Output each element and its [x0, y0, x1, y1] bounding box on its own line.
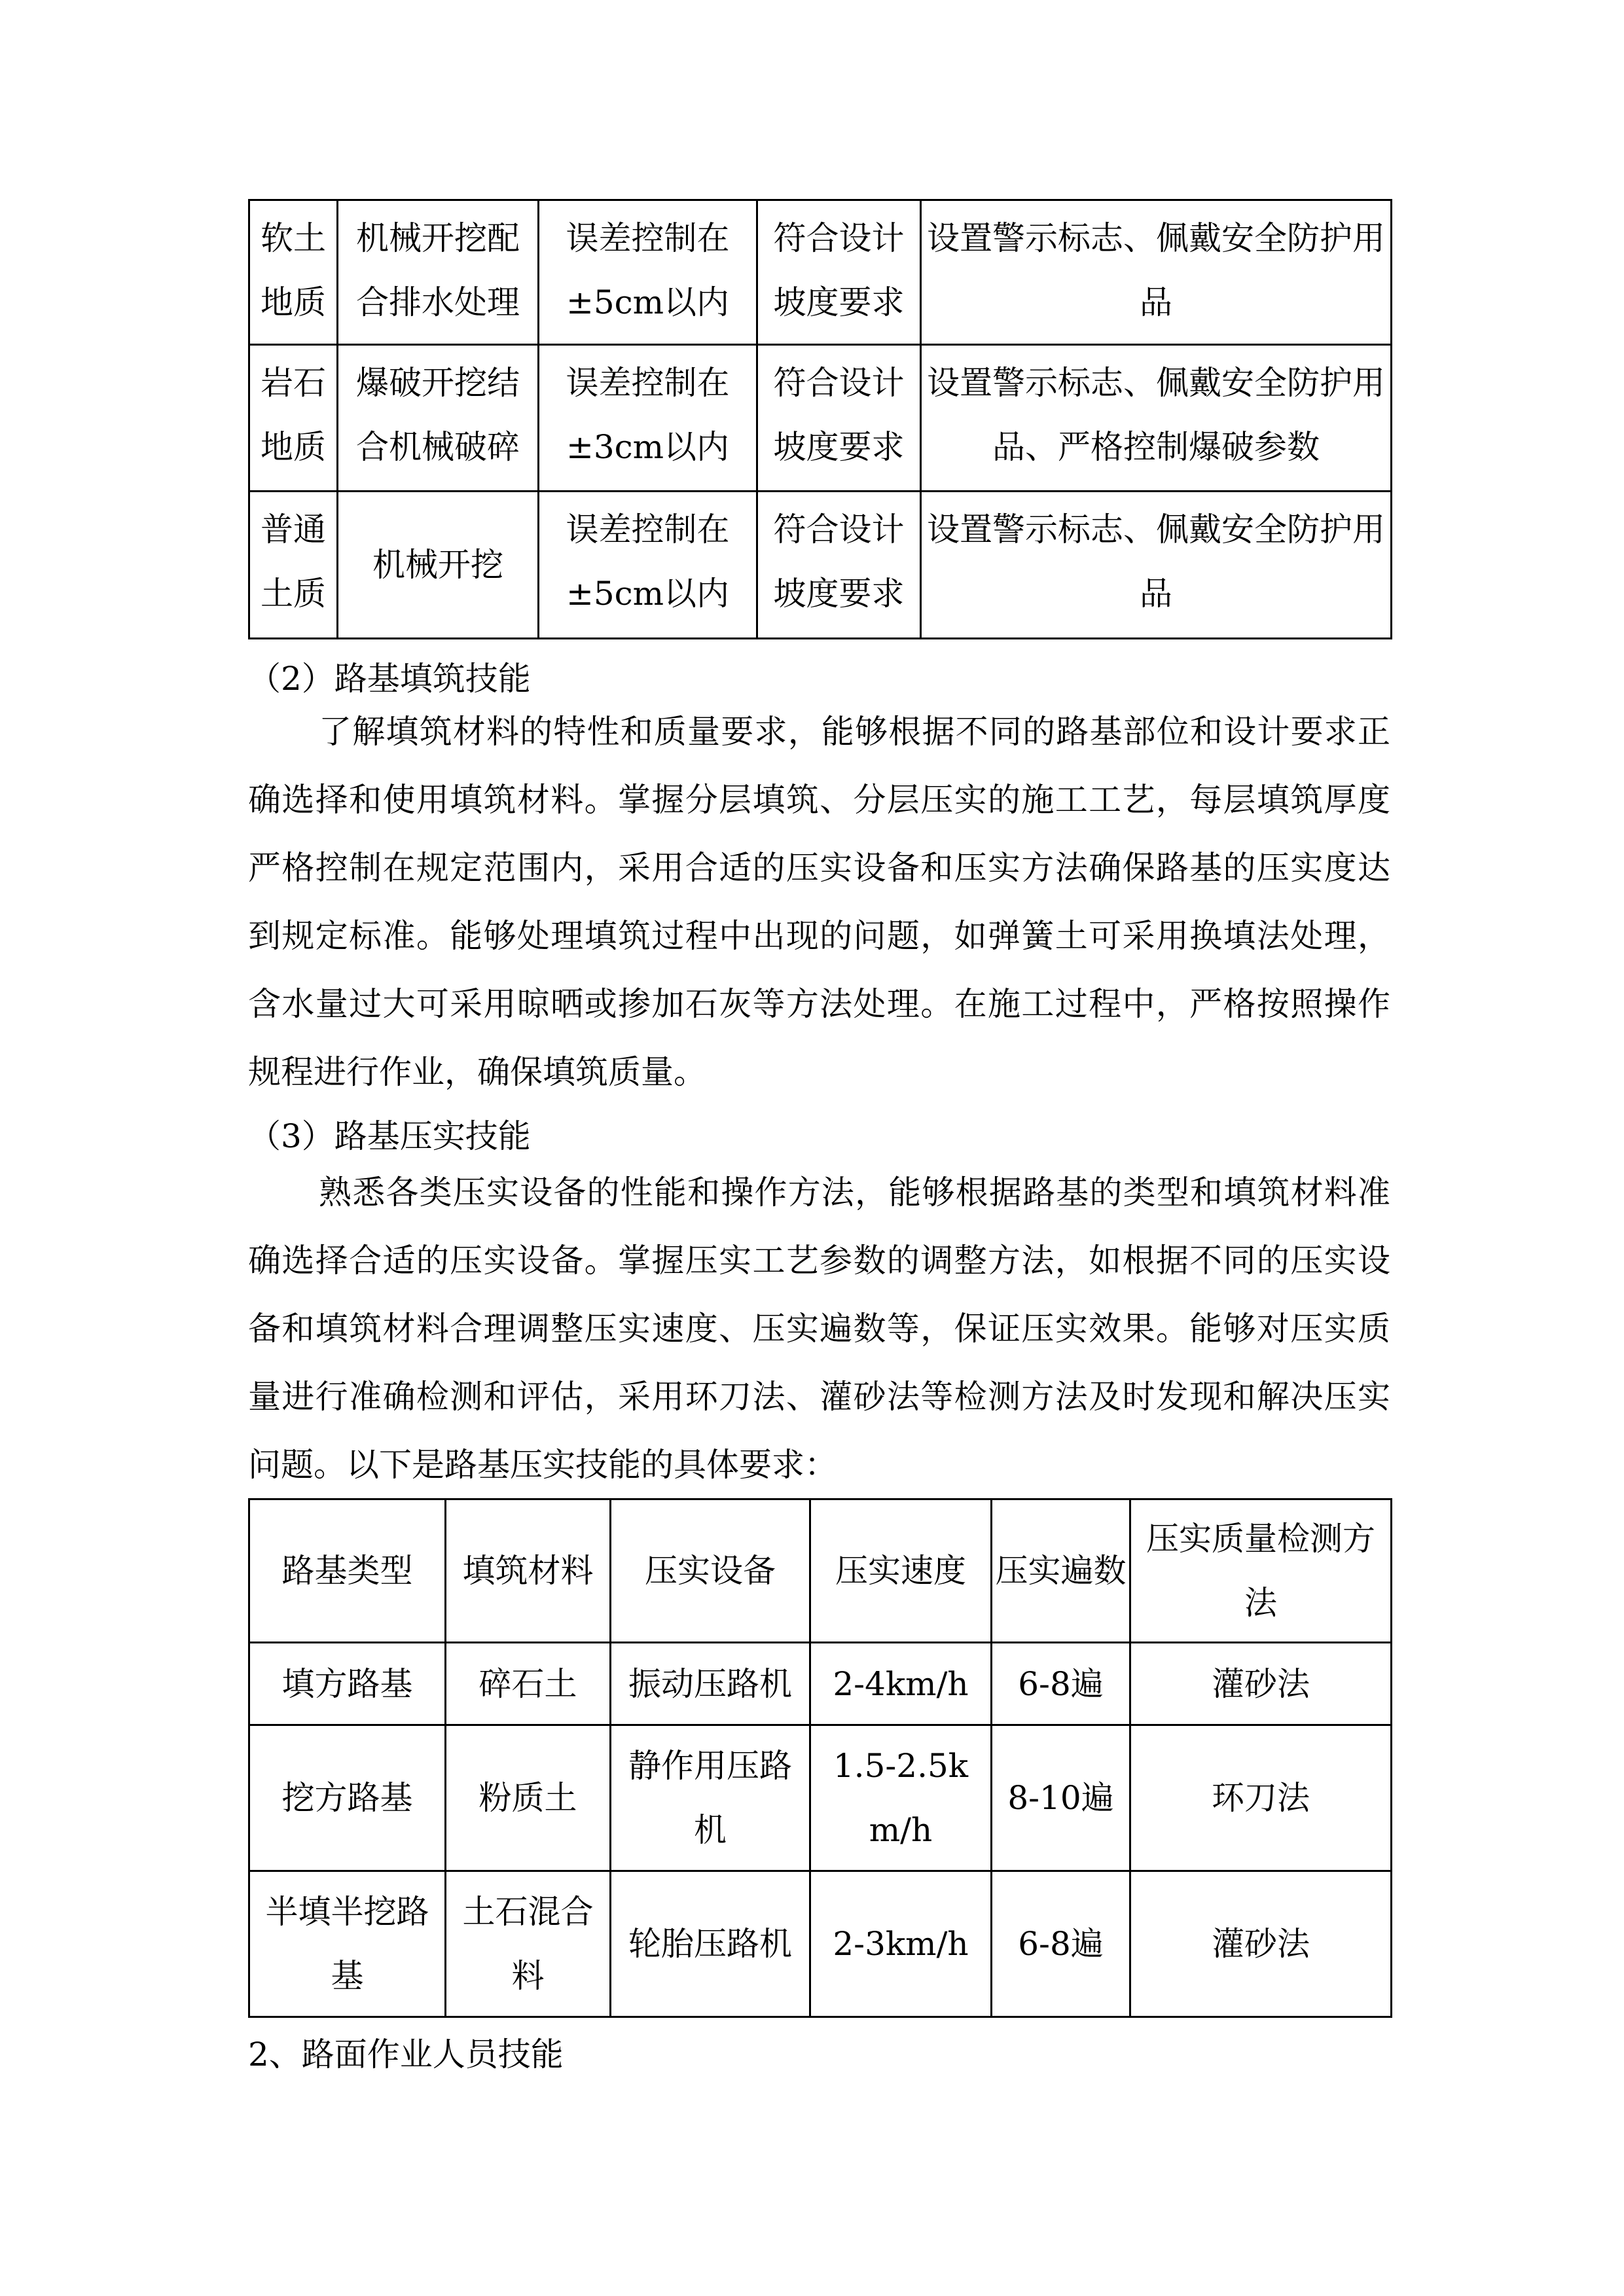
section-heading: （2）路基填筑技能 — [248, 660, 531, 698]
table-cell: 灌砂法 — [1130, 1871, 1392, 2017]
table-cell: 符合设计坡度要求 — [757, 200, 921, 345]
table-cell: 2-4km/h — [810, 1643, 992, 1725]
column-header: 压实遍数 — [992, 1499, 1130, 1643]
table-cell: 半填半挖路基 — [249, 1871, 446, 2017]
column-header: 压实质量检测方法 — [1130, 1499, 1392, 1643]
table-cell: 误差控制在±5cm以内 — [539, 200, 757, 345]
table-cell: 土石混合料 — [446, 1871, 611, 2017]
column-header: 填筑材料 — [446, 1499, 611, 1643]
table-cell: 6-8遍 — [992, 1871, 1130, 2017]
table-cell: 碎石土 — [446, 1643, 611, 1725]
section-heading: （3）路基压实技能 — [248, 1117, 531, 1155]
table-row — [249, 1871, 1392, 2017]
column-header: 压实设备 — [611, 1499, 810, 1643]
table-header-row — [249, 1499, 1392, 1643]
section-heading: 2、路面作业人员技能 — [248, 2036, 564, 2073]
table-row — [249, 345, 1392, 492]
table-cell: 环刀法 — [1130, 1725, 1392, 1871]
table-cell: 普通土质 — [249, 492, 338, 639]
table-cell: 2-3km/h — [810, 1871, 992, 2017]
table-cell: 静作用压路机 — [611, 1725, 810, 1871]
table-cell: 符合设计坡度要求 — [757, 345, 921, 492]
table-row — [249, 200, 1392, 345]
table-row — [249, 1725, 1392, 1871]
table-cell: 轮胎压路机 — [611, 1871, 810, 2017]
table-cell: 挖方路基 — [249, 1725, 446, 1871]
table-row — [249, 1643, 1392, 1725]
table-cell: 机械开挖 — [338, 492, 539, 639]
table-cell: 6-8遍 — [992, 1643, 1130, 1725]
table-cell: 粉质土 — [446, 1725, 611, 1871]
table-cell: 岩石地质 — [249, 345, 338, 492]
table-cell: 灌砂法 — [1130, 1643, 1392, 1725]
table-row — [249, 492, 1392, 639]
table-cell: 机械开挖配合排水处理 — [338, 200, 539, 345]
compaction-table — [248, 1498, 1392, 2018]
table-cell: 软土地质 — [249, 200, 338, 345]
table-cell: 误差控制在±3cm以内 — [539, 345, 757, 492]
table-cell: 填方路基 — [249, 1643, 446, 1725]
table-cell: 误差控制在±5cm以内 — [539, 492, 757, 639]
paragraph: 了解填筑材料的特性和质量要求，能够根据不同的路基部位和设计要求正确选择和使用填筑材料。掌握分层填筑、分层压实的施工工艺，每层填筑厚度严格控制在规定范围内，采用合适的压实设备和压实方法确保路基的压实度达到规定标准。能够处理填筑过程中出现的问题，如弹簧土可采用换填法处理，含水量过大可采用晾晒或掺加石灰等方法处理。在施工过程中，严格按照操作规程进行作业，确保填筑质量。 — [248, 713, 1390, 1091]
table-cell: 1.5-2.5km/h — [810, 1725, 992, 1871]
column-header: 路基类型 — [249, 1499, 446, 1643]
table-cell: 设置警示标志、佩戴安全防护用品 — [921, 492, 1392, 639]
table-cell: 8-10遍 — [992, 1725, 1130, 1871]
table-cell: 设置警示标志、佩戴安全防护用品 — [921, 200, 1392, 345]
table-cell: 爆破开挖结合机械破碎 — [338, 345, 539, 492]
excavation-table — [248, 199, 1392, 639]
table-cell: 振动压路机 — [611, 1643, 810, 1725]
column-header: 压实速度 — [810, 1499, 992, 1643]
paragraph: 熟悉各类压实设备的性能和操作方法，能够根据路基的类型和填筑材料准确选择合适的压实设备。掌握压实工艺参数的调整方法，如根据不同的压实设备和填筑材料合理调整压实速度、压实遍数等，保证压实效果。能够对压实质量进行准确检测和评估，采用环刀法、灌砂法等检测方法及时发现和解决压实问题。以下是路基压实技能的具体要求： — [248, 1174, 1390, 1484]
table-cell: 设置警示标志、佩戴安全防护用品、严格控制爆破参数 — [921, 345, 1392, 492]
table-cell: 符合设计坡度要求 — [757, 492, 921, 639]
